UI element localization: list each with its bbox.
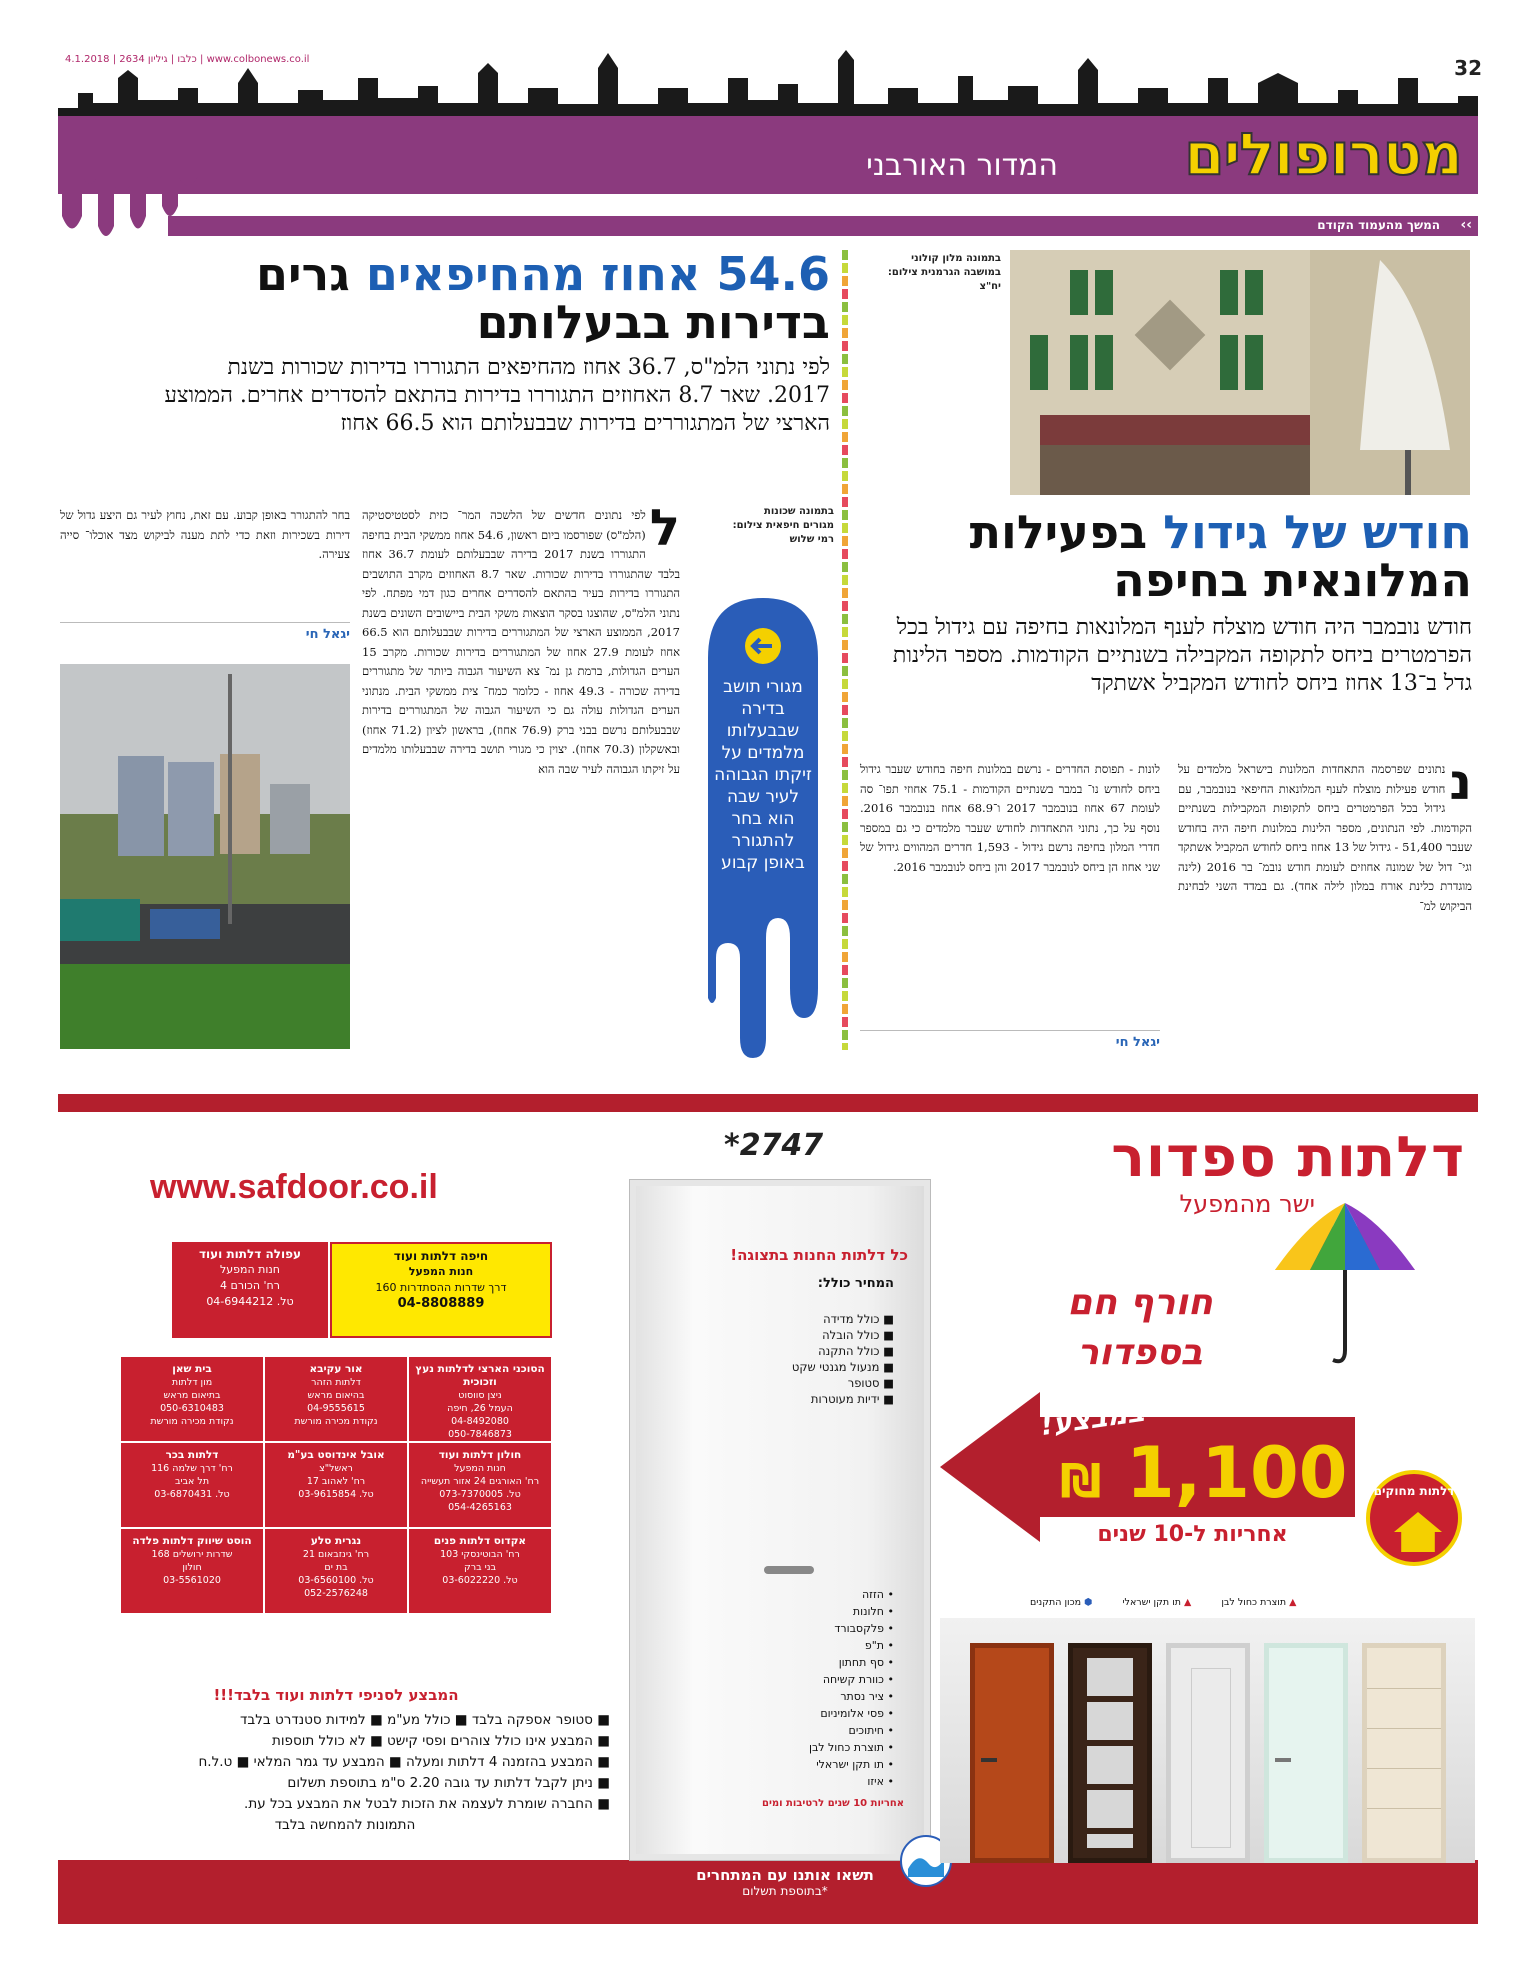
door-sample-mint: [1264, 1643, 1348, 1863]
price-arrow: [940, 1392, 1355, 1542]
cert-item: [1030, 1597, 1092, 1608]
cert-logos: [1030, 1590, 1470, 1614]
store-line: 052-2576248: [304, 1588, 368, 1599]
terms-item: ■ המבצע אינו כולל צוהרים ופסי קישט ■ לא כולל תוספות: [271, 1733, 610, 1749]
hotel-photo-caption: בתמונה מלון קולוני במושבה הגרמנית צילום: יח"צ: [887, 253, 1001, 292]
main-store-phone: טל. 04-6944212: [206, 1295, 294, 1308]
store-title: בית שאן: [172, 1363, 212, 1375]
store-line: העמל 26, חיפה: [447, 1403, 513, 1414]
pullquote-graphic: [698, 598, 828, 1058]
feature-item-text: איזו: [867, 1775, 884, 1788]
triangle-icon: ▲: [1289, 1596, 1297, 1608]
feature-item: • ציר נסתר: [840, 1690, 894, 1703]
door-cta: [640, 1860, 930, 1922]
left-col-1-text: לפי נתונים חדשים של הלשכה המר־ כזית לסטטיסטיקה (הלמ"ס) שפורסמו ביום ראשון, 54.6 אחוז ממשקי הבית בחיפה התגוררו בשנת 2017 בדירה שבבעלותם לעומת 36.7 אחוז בלבד שהתגוררו בדירות שכורות. שאר 8.7 האחוזים מקרב התושבים התגוררו בדירות בעיר בהתאם להסדרים אחרים כגון דמי מפתח. לפי נתוני הלמ"ס, שהוצגו בסקר הוצאות משקי הבית ביישובים השונים בשנת 2017, הממוצע הארצי של המתגוררים בדירות שבבעלותם הוא 66.5 אחוז לעומת 27.9 אחוז של המתגוררים בדירות שכורות. מקרב 15 הערים הגדולות, ברמת גן נמ־ צא השיעור הגבוה ביותר של מתגוררים בדירה שכורה - 49.3 אחוז - כלומר כמח־ צית ממשקי הבית. מנתוני הערים הגדולות עולה גם כי השיעור הגבוה של המתגוררים בדירות שבבעלותם נרשם בבני ברק (76.9 אחוז), בראשון לציון (71.2 אחוז) ובאשקלון (70.3 אחוז). יצוין כי מגורי תושב בדירה שבבעלותו מלמדים על זיקתו הגבוהה לעיר שבה הוא: [362, 508, 681, 776]
feature-item-text: פסי אלומיניום: [820, 1707, 884, 1720]
left-headline: [60, 247, 830, 350]
include-item-text: מנעול מגנטי שקט: [791, 1360, 880, 1374]
left-col-2: [60, 506, 350, 565]
right-col-1-text: נתונים שפרסמה התאחדות המלונות בישראל מלמדים על חודש פעילות מוצלח לענף המלונאות החיפאי בנובמבר, עם גידול בכל הפרמטרים ביחס לתקופות המקבילות בשנתיים הקודמות. לפי הנתונים, מספר הלינות במלונות חיפה היה בחודש שעבר 51,400 - גידול של 13 אחוז ביחס לחודש המקביל אשתקד וגי־ דול של שמונה אחוזים לעומת חודש נובמ־ בר 2016 (לינה מוגדרת כלינת אורח במלון לילה אחד). גם במדד השני לבחינת הביקוש למ־: [1178, 762, 1472, 913]
feature-item: • הזזה: [862, 1588, 894, 1601]
store-line: ראשל"צ: [319, 1463, 353, 1474]
drop-cap: נ: [1449, 753, 1472, 811]
door-sample-wood: [970, 1643, 1054, 1863]
ad-top-bar: [58, 1094, 1478, 1112]
store-card: [120, 1528, 264, 1614]
main-store-address: רח' הכורם 4: [220, 1279, 280, 1292]
feature-item: • כוורת קשיחה: [822, 1673, 894, 1686]
hotel-building-illustration: [1010, 250, 1470, 495]
haifa-buildings-photo: [60, 664, 350, 1049]
main-store-afula: [172, 1242, 328, 1338]
store-line: טל. 03-9615854: [298, 1489, 374, 1500]
store-title: אקדוס דלתות פנים: [433, 1535, 527, 1547]
door-cta-sub: *בתוספת תשלום: [742, 1884, 828, 1898]
include-item: ■ ידיות מעוטרות: [810, 1392, 894, 1406]
section-title: מטרופולים: [1184, 120, 1462, 188]
terms-item-text: סטופר אספקה בלבד ■ כולל מע"מ ■ למידות סטנדרט בלבד: [240, 1712, 593, 1728]
left-subhead: לפי נתוני הלמ"ס, 36.7 אחוז מהחיפאים התגוררו בדירות שכורות בשנת 2017. שאר 8.7 האחוזים התגוררו בדירות בהתאם להסדרים אחרים. הממוצע הארצי של המתגוררים בדירות שבבעלותם הוא 66.5 אחוז: [164, 355, 830, 436]
store-line: טל. 03-6560100: [298, 1575, 374, 1586]
store-line: חנות המפעל: [454, 1463, 506, 1474]
door-cta-text: תשאו אותנו עם המתחרים: [696, 1866, 874, 1884]
issue-line: www.colbonews.co.il | כלבו | גיליון 2634 | 4.1.2018: [62, 54, 312, 65]
store-line: מון דלתות: [171, 1377, 213, 1388]
feature-item: • חיתוכים: [848, 1724, 894, 1737]
store-line: טל. 03-6870431: [154, 1489, 230, 1500]
store-line: תל אביב: [174, 1476, 210, 1487]
cert-label: מכון התקנים: [1030, 1596, 1082, 1608]
triangle-icon: ▲: [1184, 1596, 1192, 1608]
continued-label: המשך מהעמוד הקודם: [1317, 218, 1440, 232]
store-line: בת ים: [324, 1562, 348, 1573]
feature-item: • סף תחתון: [838, 1656, 894, 1669]
promo-label: במבצע!: [1038, 1394, 1146, 1443]
store-line: 050-7846873: [448, 1429, 512, 1440]
left-col-1: [362, 499, 681, 779]
door-handle-icon: [764, 1566, 814, 1574]
left-headline-black2: בדירות בבעלותם: [476, 295, 830, 350]
terms-item: [80, 1815, 610, 1836]
store-line: רח' לאהוב 17: [306, 1476, 366, 1487]
terms-item: ■ המבצע בהזמנה 4 דלתות ומעלה ■ המבצע עד גמר המלאי ■ ט.ל.ח: [198, 1754, 610, 1770]
feature-item-text: כוורת קשיחה: [822, 1673, 884, 1686]
section-subtitle: המדור האורבני: [866, 148, 1058, 183]
door-sample-cream: [1362, 1643, 1446, 1863]
include-item-text: כולל מדידה: [823, 1312, 880, 1326]
feature-item-text: פלקסבורד: [834, 1622, 884, 1635]
store-title: נגרית סלע: [310, 1535, 362, 1547]
store-line: דלתות הזהר: [311, 1377, 361, 1388]
door-illustration: [630, 1180, 930, 1860]
store-line: 03-5561020: [163, 1575, 221, 1586]
store-line: רח' דרך שלמה 116: [151, 1463, 233, 1474]
price-value: [1060, 1432, 1347, 1514]
shield-icon: ⬢: [1084, 1596, 1093, 1608]
door-includes-list: [792, 1311, 894, 1407]
door-sample-white: [1166, 1643, 1250, 1863]
main-store-phone: 04-8808889: [397, 1296, 485, 1311]
slogan-line-1: חורף חם: [1067, 1282, 1213, 1323]
door-promo-title: כל דלתות החנות בתצוגה!: [730, 1246, 908, 1264]
store-line: 054-4265163: [448, 1502, 512, 1513]
left-photo-caption: בתמונה שכונות מגורים חיפאית צילום: רמי שלוש: [732, 506, 834, 545]
store-card: [408, 1528, 552, 1614]
main-store-sub: חנות המפעל: [220, 1263, 280, 1276]
terms-item-text: המבצע בהזמנה 4 דלתות ומעלה ■ המבצע עד גמר המלאי ■ ט.ל.ח: [198, 1754, 593, 1770]
store-line: 050-6310483: [160, 1403, 224, 1414]
masthead: [58, 48, 1478, 218]
feature-item-text: תוצרת כחול לבן: [808, 1741, 884, 1754]
terms-list: [80, 1710, 610, 1836]
slogan: [1010, 1278, 1270, 1378]
right-headline-black: בפעילות המלונאית בחיפה: [969, 505, 1472, 608]
feature-item: • חלונות: [852, 1605, 894, 1618]
left-headline-num: 54.6: [716, 247, 830, 301]
terms-item-text: התמונות להמחשה בלבד: [274, 1817, 416, 1833]
store-line: שדרות ירושלים 168: [151, 1549, 233, 1560]
store-grid: [120, 1356, 552, 1614]
store-line: חולון: [182, 1562, 202, 1573]
store-card: [120, 1356, 264, 1442]
include-item-text: כולל הובלה: [822, 1328, 880, 1342]
main-store-sub: חנות המפעל: [408, 1265, 474, 1278]
price-number: 1,100: [1125, 1432, 1348, 1514]
right-col-2-text: לונות - תפוסת החדרים - נרשם במלונות חיפה בחודש שעבר גידול ביחס לחודש נו־ במבר בשנתיים הקודמות - 75.1 אחוזי תפו־ סה לעומת 67 אחוז בנובמבר 2017 ו־68.9 אחוז בנובמבר 2016. נוסף על כך, נתוני התאחדות לחודש שעבר מלמדים כי גם במספר חדרי המלון בחיפה נרשם גידול - 1,593 חדרים המהווים גידול של שני אחוז הן ביחס לנובמבר 2017 והן ביחס לנובמבר 2016.: [860, 762, 1160, 874]
umbrella-icon: [1265, 1200, 1425, 1370]
store-card: [264, 1442, 408, 1528]
include-item: ■ מנעול מגנטי שקט: [791, 1360, 894, 1374]
terms-item: ■ החברה שומרת לעצמה את הזכות לבטל את המבצע בכל עת.: [244, 1796, 610, 1812]
continued-bar: [168, 216, 1478, 236]
color-scale-strip: [842, 250, 848, 1050]
feature-item: • איזו: [867, 1775, 894, 1788]
brand-tagline: ישר מהמפעל: [1179, 1190, 1315, 1218]
right-byline: יגאל חי: [860, 1030, 1160, 1050]
store-line: בהיאום מראש: [307, 1390, 365, 1401]
right-headline: [860, 505, 1472, 608]
warranty-text: אחריות ל-10 שנים: [1050, 1522, 1335, 1547]
feature-item-text: חיתוכים: [848, 1724, 884, 1737]
left-headline-blue: אחוז מהחיפאים: [365, 247, 701, 301]
store-card: [264, 1528, 408, 1614]
terms-item-text: החברה שומרת לעצמה את הזכות לבטל את המבצע בכל עת.: [244, 1796, 593, 1812]
chevron-left-icon: ‹‹: [1460, 217, 1472, 233]
store-line: רח' גינזבאום 21: [302, 1549, 370, 1560]
door-warranty-note: אחריות 10 שנים לרטיבות ומים: [761, 1798, 904, 1809]
right-col-1: [1178, 753, 1472, 916]
terms-title: המבצע לסניפי דלתות ועוד בלבד!!!: [213, 1686, 459, 1704]
main-store-haifa: [330, 1242, 552, 1338]
main-store-title: עפולה דלתות ועוד: [199, 1247, 301, 1261]
slogan-line-2: בספדור: [1077, 1332, 1203, 1373]
store-title: אור עקיבא: [309, 1363, 363, 1375]
feature-item: • פסי אלומיניום: [820, 1707, 894, 1720]
terms-item-text: המבצע אינו כולל צוהרים ופסי קישט ■ לא כולל תוספות: [271, 1733, 593, 1749]
store-line: רח' הבוטינסקי 103: [440, 1549, 520, 1560]
store-title: חולון דלתות ועוד: [438, 1449, 522, 1461]
feature-item-text: חלונות: [852, 1605, 884, 1618]
drop-cap: ל: [649, 499, 680, 557]
feature-item: • ת"פ: [864, 1639, 894, 1652]
right-subhead: חודש נובמבר היה חודש מוצלח לענף המלונאות בחיפה עם גידול בכל הפרמטרים ביחס לתקופה המקבילה בשנתיים הקודמות. מספר הלינות גדל ב־13 אחוז ביחס לחודש המקביל אשתקד: [892, 615, 1472, 696]
feature-item: • פלקסבורד: [834, 1622, 894, 1635]
store-line: טל. 073-7370005: [439, 1489, 521, 1500]
currency-symbol: ₪: [1060, 1454, 1102, 1508]
hotel-photo: [1010, 250, 1470, 495]
badge-stamp: [1366, 1470, 1462, 1566]
cert-label: תו תקן ישראלי: [1122, 1596, 1181, 1608]
include-item: ■ סטופר: [847, 1376, 894, 1390]
include-item: ■ כולל התקנה: [818, 1344, 894, 1358]
include-item: ■ כולל הובלה: [822, 1328, 894, 1342]
feature-item: • תו תקן ישראלי: [816, 1758, 894, 1771]
main-store-title: חיפה דלתות ועוד: [393, 1249, 489, 1263]
include-item-text: ידיות מעוטרות: [810, 1392, 880, 1406]
left-col-2-text: בחר להתגורר באופן קבוע. עם זאת, נחוץ לעיר גם היצע גדול של דירות בשכירות וזאת כדי לתת מענה לביקוש מצד אוכלו־ סייה צעירה.: [60, 508, 350, 561]
store-line: נקודת מכירה מורשת: [294, 1416, 378, 1427]
store-line: 04-8492080: [451, 1416, 509, 1427]
left-headline-black1: גרים: [255, 247, 350, 301]
store-card: [408, 1356, 552, 1442]
feature-item-text: תו תקן ישראלי: [816, 1758, 884, 1771]
page-number: 32: [1454, 56, 1482, 80]
store-line: ניצן סווסוט: [458, 1390, 502, 1401]
left-byline: יגאל חי: [60, 622, 350, 642]
store-card: [408, 1442, 552, 1528]
store-title: הוסט שיווק דלתות פלדה: [132, 1535, 252, 1547]
door-includes-title: המחיר כולל:: [817, 1276, 894, 1291]
store-title: הסוכני הארצי לדלתות נעץ וזכוכית: [415, 1363, 545, 1388]
door-features-list: [809, 1586, 894, 1790]
brand-name: דלתות ספדור: [1111, 1125, 1465, 1190]
pullquote-text: מגורי תושב בדירה שבבעלותו מלמדים על זיקתו הגבוהה לעיר שבה הוא בחר להתגורר באופן קבוע: [714, 677, 812, 873]
include-item-text: סטופר: [847, 1376, 880, 1390]
feature-item-text: ציר נסתר: [840, 1690, 884, 1703]
right-col-2: [860, 760, 1160, 877]
door-sample-glass: [1068, 1643, 1152, 1863]
price-code: *2747: [724, 1128, 824, 1163]
right-headline-blue: חודש של גידול: [1163, 505, 1472, 559]
feature-item: • תוצרת כחול לבן: [808, 1741, 894, 1754]
store-line: טל. 03-6022220: [442, 1575, 518, 1586]
feature-item-text: ת"פ: [864, 1639, 884, 1652]
store-card: [264, 1356, 408, 1442]
website-url[interactable]: www.safdoor.co.il: [150, 1168, 438, 1206]
include-item: ■ כולל מדידה: [823, 1312, 894, 1326]
store-title: דלתות בכר: [165, 1449, 219, 1461]
terms-item: ■ סטופר אספקה בלבד ■ כולל מע"מ ■ למידות סטנדרט בלבד: [240, 1712, 610, 1728]
store-line: 04-9555615: [307, 1403, 365, 1414]
feature-item-text: הזזה: [862, 1588, 884, 1601]
house-icon: [1394, 1512, 1442, 1552]
badge-text: דלתות מחוקים: [1373, 1484, 1455, 1498]
feature-item-text: סף תחתון: [838, 1656, 884, 1669]
terms-item-text: ניתן לקבל דלתות עד גובה 2.20 ס"מ בתוספת תשלום: [287, 1775, 593, 1791]
include-item-text: כולל התקנה: [818, 1344, 880, 1358]
cert-item: [1221, 1597, 1296, 1608]
store-line: בני ברק: [463, 1562, 497, 1573]
cert-label: תוצרת כחול לבן: [1221, 1596, 1287, 1608]
store-line: בתיאום מראש: [163, 1390, 221, 1401]
main-store-address: דרך שדרות ההסתדרות 160: [375, 1281, 507, 1294]
cert-item: [1122, 1597, 1191, 1608]
store-line: רח' האורגים 24 אזור תעשייה: [420, 1476, 540, 1487]
store-card: [120, 1442, 264, 1528]
door-samples: [940, 1618, 1475, 1863]
store-title: אובל אינדוסט בע"מ: [287, 1449, 385, 1461]
terms-item: ■ ניתן לקבל דלתות עד גובה 2.20 ס"מ בתוספת תשלום: [287, 1775, 610, 1791]
store-line: נקודת מכירה מורשת: [150, 1416, 234, 1427]
